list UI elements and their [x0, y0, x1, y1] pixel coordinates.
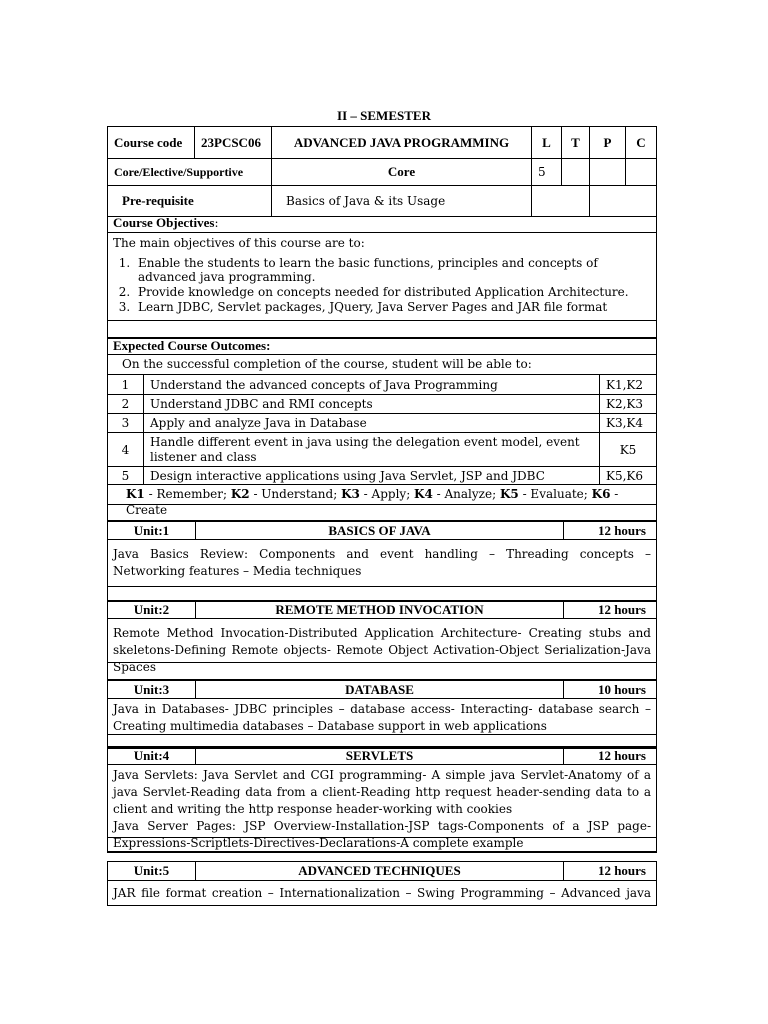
outcome-text: Handle different event in java using the delegation event model, event listener and class [144, 433, 600, 466]
unit-content-text: JAR file format creation – Internationalization – Swing Programming – Advanced java [113, 886, 651, 900]
objectives-heading-colon: : [214, 216, 219, 230]
spacer-row [108, 321, 656, 338]
unit-label: Unit:5 [108, 862, 196, 880]
objectives-heading-text: Course Objectives [113, 215, 215, 230]
outcome-text: Understand the advanced concepts of Java Programming [144, 375, 600, 394]
outcomes-heading-row [108, 338, 656, 355]
unit-label: Unit:1 [108, 522, 196, 539]
spacer-row [108, 505, 656, 521]
outcome-number: 2 [108, 395, 144, 413]
outcome-k-level: K5 [619, 442, 637, 457]
k-legend-text: - Analyze; [432, 487, 500, 501]
unit-content-text: Remote Method Invocation-Distributed Application Architecture- Creating stubs and skeletons-Defining Remote objects- Remote Object Activation-Object Serialization-Java Spaces [113, 626, 651, 674]
k-legend-key: K5 [499, 487, 519, 501]
course-code-label: Course code [108, 127, 195, 158]
unit-header-row [108, 600, 656, 619]
col-l-header: L [532, 127, 562, 158]
unit-3-section [107, 680, 657, 749]
k-legend-text: - Apply; [359, 487, 415, 501]
course-header-table [107, 126, 657, 217]
unit-label: Unit:2 [108, 601, 196, 618]
outcome-row [108, 414, 656, 433]
outcome-k-level: K3,K4 [606, 416, 644, 430]
course-objectives-section [107, 215, 657, 339]
outcome-text: Understand JDBC and RMI concepts [144, 395, 600, 413]
prereq-empty-1 [532, 186, 590, 216]
outcome-number: 3 [108, 414, 144, 432]
outcome-k-level: K1,K2 [606, 377, 644, 392]
unit-header-row [108, 680, 656, 699]
k-legend-text: - Remember; [144, 487, 231, 501]
unit-content-text: Java Server Pages: JSP Overview-Installation-JSP tags-Components of a JSP page-Expressions-Scriptlets-Directives-Declarations-A complete example [113, 819, 651, 850]
objective-item: 3. Learn JDBC, Servlet packages, JQuery, Java Server Pages and JAR file format [134, 300, 656, 314]
k-legend-text: - Understand; [249, 487, 342, 501]
k-legend-key: K4 [414, 487, 433, 501]
k-legend-text: - Create [126, 487, 619, 517]
unit-content-text: Java Servlets: Java Servlet and CGI programming- A simple java Servlet-Anatomy of a java Servlet-Reading data from a client-Reading http request header-sending data to a client and writing the http response header-working with cookies [113, 768, 651, 816]
unit-hours: 12 hours [597, 601, 646, 617]
objective-item: 2. Provide knowledge on concepts needed for distributed Application Architecture. [134, 285, 656, 299]
outcome-text: Apply and analyze Java in Database [144, 414, 600, 432]
category-row [108, 159, 656, 186]
expected-outcomes-section [107, 338, 657, 522]
unit-content [108, 540, 656, 587]
unit-5-section [107, 861, 657, 906]
spacer-row [108, 587, 656, 601]
k-legend [108, 485, 656, 517]
k-legend-text: - Evaluate; [518, 487, 592, 501]
l-value: 5 [532, 159, 562, 185]
outcome-number: 1 [108, 375, 144, 394]
unit-content [108, 619, 656, 674]
course-name: ADVANCED JAVA PROGRAMMING [272, 127, 532, 158]
unit-title: REMOTE METHOD INVOCATION [196, 601, 564, 618]
unit-header-row [108, 746, 656, 765]
prereq-label: Pre-requisite [108, 186, 272, 216]
outcomes-heading: Expected Course Outcomes: [113, 338, 271, 353]
t-value [562, 159, 590, 185]
unit-title: SERVLETS [196, 747, 564, 764]
unit-title: BASICS OF JAVA [196, 522, 564, 539]
k-legend-key: K6 [591, 487, 611, 501]
outcome-row [108, 433, 656, 467]
unit-header-row [108, 861, 656, 881]
c-value [626, 159, 656, 185]
unit-hours: 12 hours [597, 522, 646, 538]
outcome-row [108, 375, 656, 395]
prereq-row [108, 186, 656, 216]
semester-title: II – SEMESTER [337, 108, 431, 123]
unit-2-section [107, 600, 657, 681]
unit-content [108, 881, 656, 905]
outcome-k-level: K5,K6 [606, 468, 644, 483]
unit-hours: 10 hours [597, 681, 646, 697]
unit-content-text: Java Basics Review: Components and event handling – Threading concepts – Networking features – Media techniques [113, 547, 651, 578]
outcomes-intro-row [108, 355, 656, 375]
unit-title: DATABASE [196, 681, 564, 698]
unit-hours: 12 hours [597, 747, 646, 763]
outcome-number: 4 [108, 433, 144, 466]
p-value [590, 159, 626, 185]
unit-title: ADVANCED TECHNIQUES [196, 862, 564, 880]
objectives-body [108, 233, 656, 321]
outcome-k-level: K2,K3 [606, 397, 644, 411]
unit-content [108, 765, 656, 850]
objective-item: 1. Enable the students to learn the basic functions, principles and concepts of advanced java programming. [134, 256, 656, 284]
objectives-intro: The main objectives of this course are to: [113, 236, 365, 250]
unit-label: Unit:3 [108, 681, 196, 698]
prereq-empty-2 [590, 186, 656, 216]
category-label: Core/Elective/Supportive [108, 159, 272, 185]
unit-content [108, 699, 656, 735]
objectives-list [108, 256, 656, 314]
outcomes-intro: On the successful completion of the course, student will be able to: [122, 357, 532, 371]
spacer-row [108, 663, 656, 680]
objectives-heading [108, 215, 224, 232]
outcome-number: 5 [108, 467, 144, 484]
k-legend-row [108, 485, 656, 517]
unit-label: Unit:4 [108, 747, 196, 764]
objectives-heading-row [108, 215, 656, 233]
course-code-row [108, 127, 656, 159]
unit-4-section [107, 746, 657, 853]
k-legend-key: K1 [126, 487, 145, 501]
k-legend-key: K3 [341, 487, 360, 501]
unit-hours: 12 hours [597, 863, 646, 878]
col-t-header: T [562, 127, 590, 158]
prereq-value: Basics of Java & its Usage [272, 186, 532, 216]
outcome-row [108, 467, 656, 485]
k-legend-key: K2 [230, 487, 250, 501]
outcome-row [108, 395, 656, 414]
unit-content-text: Java in Databases- JDBC principles – database access- Interacting- database search – Creating multimedia databases – Database support in web applications [113, 702, 651, 733]
unit-1-section [107, 521, 657, 602]
col-c-header: C [636, 134, 646, 150]
outcome-text: Design interactive applications using Java Servlet, JSP and JDBC [144, 467, 600, 484]
col-p-header: P [590, 127, 626, 158]
unit-header-row [108, 521, 656, 540]
course-code: 23PCSC06 [195, 127, 272, 158]
category-value: Core [272, 159, 532, 185]
